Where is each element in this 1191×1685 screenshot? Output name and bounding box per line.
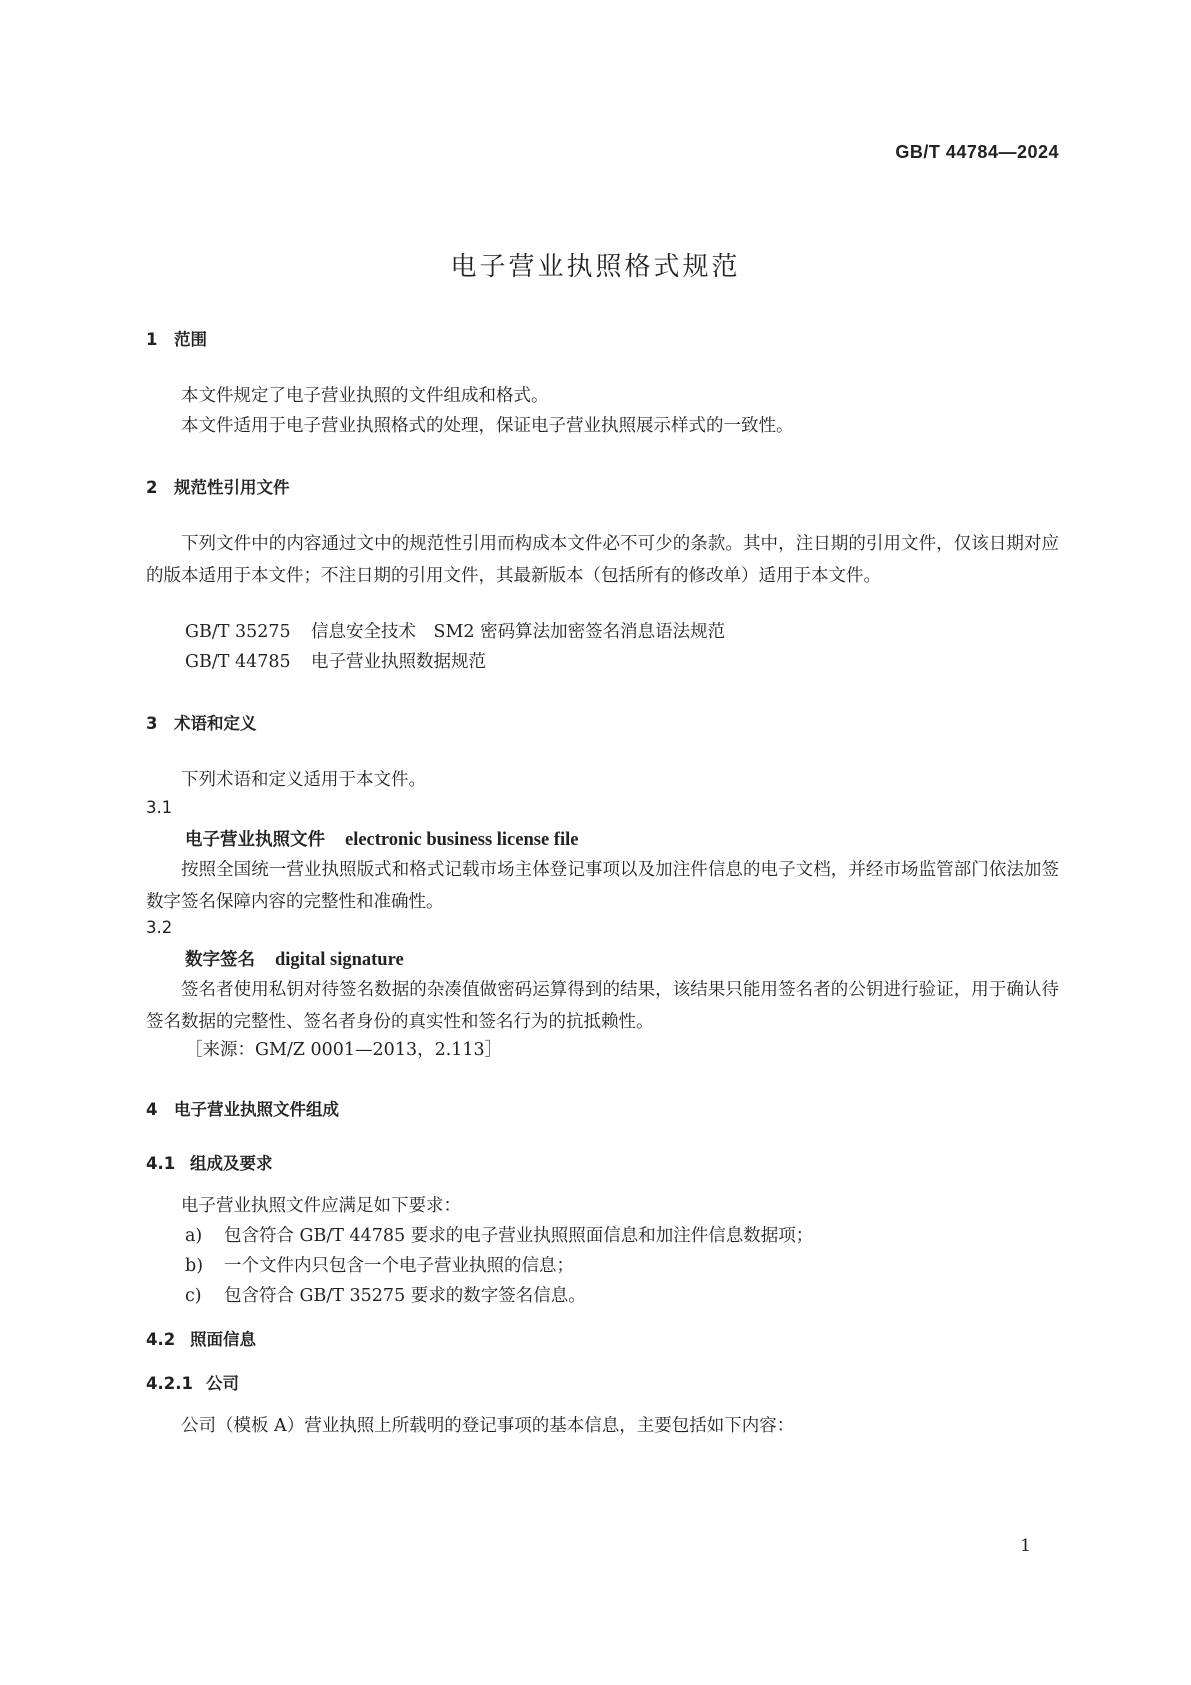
- list-item: [146, 1250, 1098, 1282]
- section-3-heading: [146, 710, 257, 734]
- paragraph: 本文件规定了电子营业执照的文件组成和格式。: [181, 386, 549, 406]
- standard-id: GB/T 44784—2024: [895, 142, 1059, 162]
- section-4-1-heading: [146, 1150, 273, 1174]
- page-number: 1: [1020, 1536, 1031, 1556]
- list-marker: a): [185, 1226, 203, 1246]
- term-english: digital signature: [275, 950, 404, 970]
- section-title: 范围: [174, 330, 207, 349]
- term-english: electronic business license file: [345, 830, 579, 850]
- term-definition: 按照全国统一营业执照版式和格式记载市场主体登记事项以及加注件信息的电子文档，并经市场监管部门依法加签数字签名保障内容的完整性和准确性。: [146, 860, 1059, 912]
- section-2-heading: [146, 474, 290, 498]
- section-number: 4: [146, 1100, 158, 1119]
- section-number: 4.2: [146, 1330, 176, 1349]
- list-text: 包含符合 GB/T 35275 要求的数字签名信息。: [224, 1286, 586, 1306]
- reference-item: [146, 616, 1098, 648]
- section-title: 照面信息: [190, 1330, 256, 1349]
- section-number: 3: [146, 714, 158, 733]
- section-title: 术语和定义: [174, 714, 257, 733]
- term-heading: [146, 824, 1098, 856]
- section-number: 1: [146, 330, 158, 349]
- paragraph: 本文件适用于电子营业执照格式的处理，保证电子营业执照展示样式的一致性。: [181, 416, 794, 436]
- term-chinese: 电子营业执照文件: [185, 830, 325, 850]
- list-item: [146, 1280, 1098, 1312]
- section-number: 2: [146, 478, 158, 497]
- section-1-heading: [146, 326, 207, 350]
- section-title: 组成及要求: [190, 1154, 273, 1173]
- section-4-heading: [146, 1096, 339, 1120]
- term-chinese: 数字签名: [185, 950, 255, 970]
- section-title: 规范性引用文件: [174, 478, 290, 497]
- reference-code: GB/T 35275: [185, 622, 291, 642]
- term-number: 3.1: [146, 798, 173, 817]
- list-item: [146, 1220, 1098, 1252]
- reference-code: GB/T 44785: [185, 652, 291, 672]
- section-number: 4.2.1: [146, 1374, 193, 1393]
- list-marker: c): [185, 1286, 202, 1306]
- term-heading: [146, 944, 1098, 976]
- paragraph: 电子营业执照文件应满足如下要求：: [181, 1196, 461, 1216]
- term-number: 3.2: [146, 918, 173, 937]
- paragraph: 公司（模板 A）营业执照上所载明的登记事项的基本信息，主要包括如下内容：: [181, 1416, 795, 1436]
- paragraph: 下列文件中的内容通过文中的规范性引用而构成本文件必不可少的条款。其中，注日期的引用文件，仅该日期对应的版本适用于本文件；不注日期的引用文件，其最新版本（包括所有的修改单）适用于本文件。: [146, 534, 1059, 586]
- reference-title: 电子营业执照数据规范: [311, 652, 486, 672]
- term-source: ［来源：GM/Z 0001—2013，2.113］: [185, 1040, 503, 1060]
- section-4-2-heading: [146, 1326, 256, 1350]
- section-4-2-1-heading: [146, 1370, 239, 1394]
- list-text: 包含符合 GB/T 44785 要求的电子营业执照照面信息和加注件信息数据项；: [224, 1226, 814, 1246]
- list-text: 一个文件内只包含一个电子营业执照的信息；: [224, 1256, 574, 1276]
- reference-title: 信息安全技术 SM2 密码算法加密签名消息语法规范: [311, 622, 726, 642]
- list-marker: b): [185, 1256, 204, 1276]
- term-definition: 签名者使用私钥对待签名数据的杂凑值做密码运算得到的结果，该结果只能用签名者的公钥进行验证，用于确认待签名数据的完整性、签名者身份的真实性和签名行为的抗抵赖性。: [146, 980, 1059, 1032]
- section-title: 电子营业执照文件组成: [174, 1100, 339, 1119]
- section-number: 4.1: [146, 1154, 176, 1173]
- section-title: 公司: [206, 1374, 239, 1393]
- reference-item: [146, 646, 1098, 678]
- paragraph: 下列术语和定义适用于本文件。: [181, 770, 426, 790]
- document-title: 电子营业执照格式规范: [450, 252, 741, 282]
